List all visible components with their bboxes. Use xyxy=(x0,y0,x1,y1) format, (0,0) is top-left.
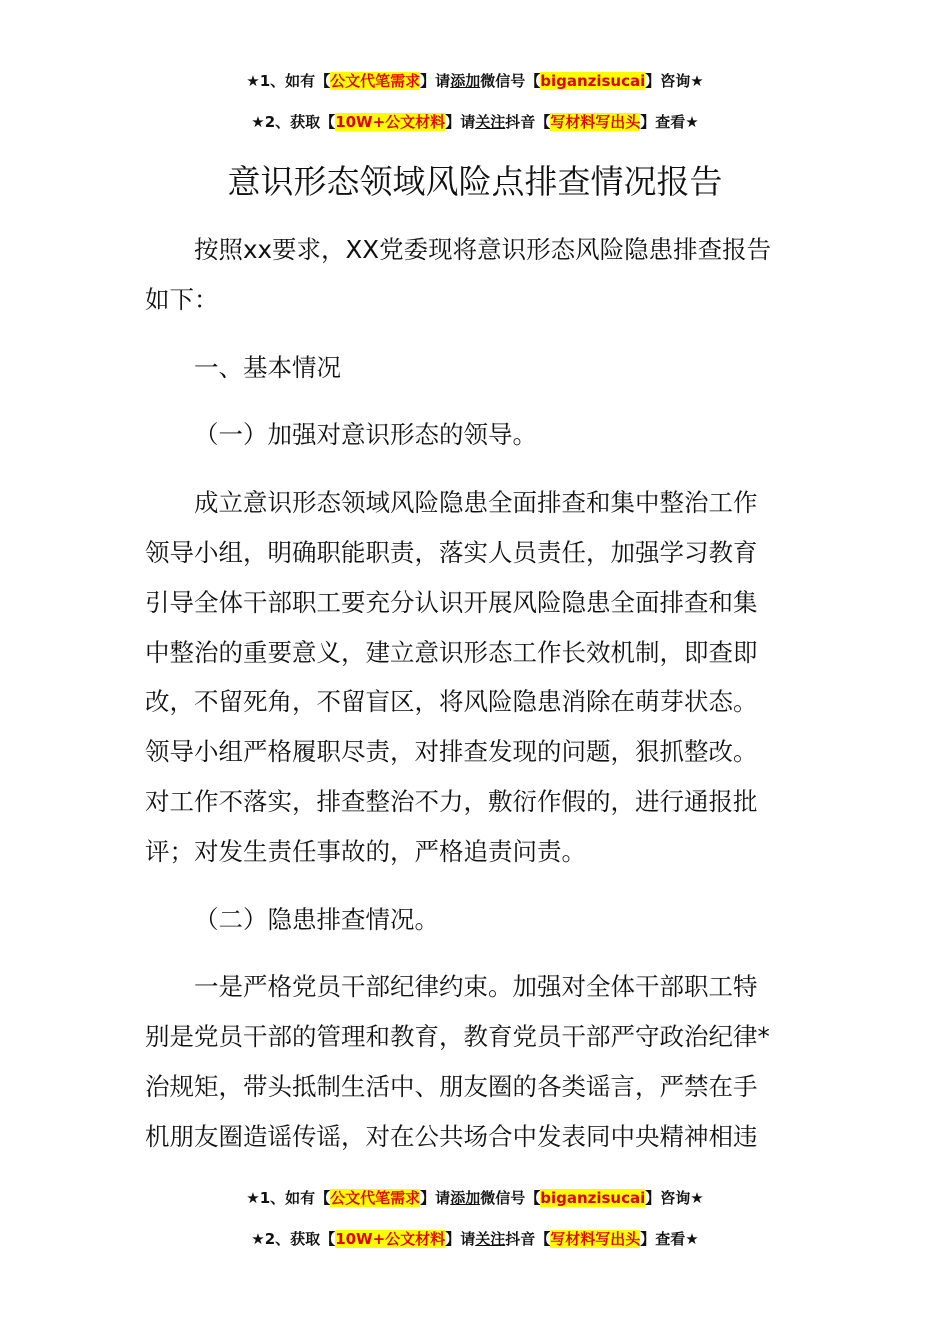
banner-text: 】咨询★ xyxy=(645,72,704,90)
banner-highlight: 写材料写出头 xyxy=(550,113,641,131)
banner-text: 抖音【 xyxy=(505,1230,551,1248)
text-line: 领导小组严格履职尽责，对排查发现的问题，狠抓整改。 xyxy=(145,737,758,767)
banner-text: ★2、获取【 xyxy=(251,1230,336,1248)
banner-highlight: 写材料写出头 xyxy=(550,1230,641,1248)
banner-highlight: biganzisucai xyxy=(540,1189,646,1207)
banner-underlined: 添加 xyxy=(450,1189,481,1207)
body-paragraph xyxy=(145,962,810,1161)
banner-underlined: 关注 xyxy=(475,1230,506,1248)
text-line: 按照xx要求，XX党委现将意识形态风险隐患排查报告 xyxy=(194,235,772,264)
text-line: （一）加强对意识形态的领导。 xyxy=(194,420,537,450)
banner-text: 】请 xyxy=(445,1230,476,1248)
banner-text: 】查看★ xyxy=(640,113,699,131)
banner-text: 微信号【 xyxy=(480,72,541,90)
banner-highlight: 10W+公文材料 xyxy=(335,113,446,131)
text-line: 成立意识形态领域风险隐患全面排查和集中整治工作 xyxy=(194,488,758,518)
document-title: 意识形态领域风险点排查情况报告 xyxy=(227,162,723,201)
banner-text: 】请 xyxy=(420,72,451,90)
banner-text: 】请 xyxy=(420,1189,451,1207)
banner-text: 微信号【 xyxy=(480,1189,541,1207)
text-line: 一、基本情况 xyxy=(194,352,341,382)
subsection-heading xyxy=(145,895,810,945)
banner-highlight: 公文代笔需求 xyxy=(330,1189,421,1207)
banner-text: ★1、如有【 xyxy=(246,1189,331,1207)
text-line: 机朋友圈造谣传谣，对在公共场合中发表同中央精神相违 xyxy=(145,1121,758,1151)
intro-paragraph xyxy=(145,225,810,325)
promo-banner-top-line-2 xyxy=(0,111,950,133)
banner-text: ★1、如有【 xyxy=(246,72,331,90)
text-line: 评；对发生责任事故的，严格追责问责。 xyxy=(145,836,586,866)
banner-highlight: biganzisucai xyxy=(540,72,646,90)
text-line: 一是严格党员干部纪律约束。加强对全体干部职工特 xyxy=(194,972,758,1002)
text-line: 别是党员干部的管理和教育，教育党员干部严守政治纪律* xyxy=(145,1022,770,1052)
text-line: 对工作不落实，排查整治不力，敷衍作假的，进行通报批 xyxy=(145,786,758,816)
text-line: 引导全体干部职工要充分认识开展风险隐患全面排查和集 xyxy=(145,587,758,617)
promo-banner-top-line-1 xyxy=(0,70,950,92)
subsection-heading xyxy=(145,410,810,460)
banner-underlined: 添加 xyxy=(450,72,481,90)
promo-banner-bottom-line-1 xyxy=(0,1187,950,1209)
text-line: 治规矩，带头抵制生活中、朋友圈的各类谣言，严禁在手 xyxy=(145,1071,758,1101)
banner-highlight: 10W+公文材料 xyxy=(335,1230,446,1248)
banner-text: 抖音【 xyxy=(505,113,551,131)
text-line: （二）隐患排查情况。 xyxy=(194,904,439,934)
banner-text: 】请 xyxy=(445,113,476,131)
banner-text: 】查看★ xyxy=(640,1230,699,1248)
text-line: 如下： xyxy=(145,284,219,314)
banner-underlined: 关注 xyxy=(475,113,506,131)
banner-highlight: 公文代笔需求 xyxy=(330,72,421,90)
promo-banner-bottom-line-2 xyxy=(0,1228,950,1250)
section-heading xyxy=(145,343,810,393)
text-line: 改，不留死角，不留盲区，将风险隐患消除在萌芽状态。 xyxy=(145,687,758,717)
banner-text: ★2、获取【 xyxy=(251,113,336,131)
body-paragraph xyxy=(145,478,810,876)
document-body xyxy=(145,225,810,1162)
text-line: 中整治的重要意义，建立意识形态工作长效机制，即查即 xyxy=(145,637,758,667)
text-line: 领导小组，明确职能职责，落实人员责任，加强学习教育 xyxy=(145,537,758,567)
banner-text: 】咨询★ xyxy=(645,1189,704,1207)
